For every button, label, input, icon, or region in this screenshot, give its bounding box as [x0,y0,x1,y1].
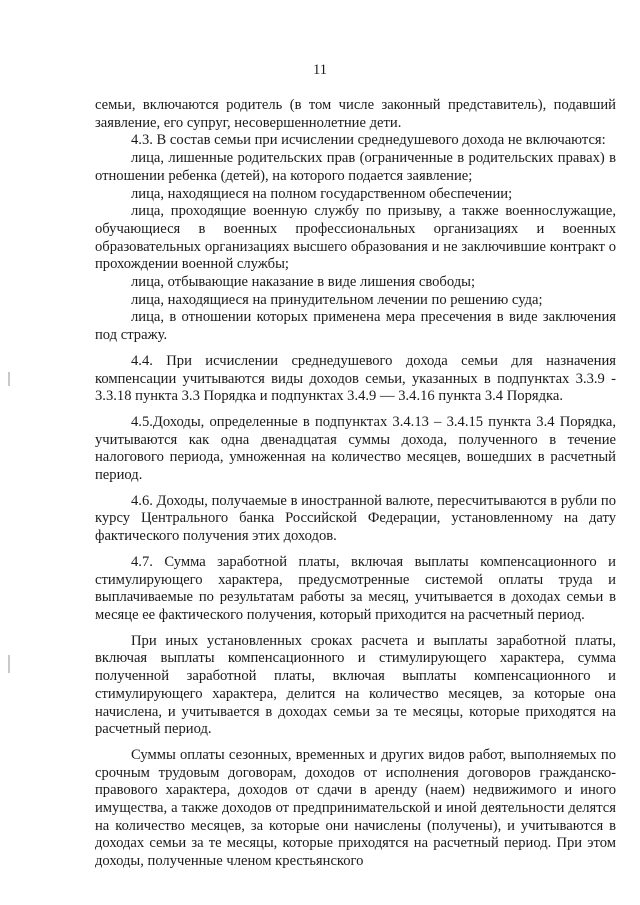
document-body [95,97,616,871]
paragraph: 4.4. При исчислении среднедушевого дохода семьи для назначения компенсации учитываются виды доходов семьи, указанных в подпунктах 3.3.9 - 3.3.18 пункта 3.3 Порядка и подпунктах 3.4.9 — 3.4.16 пункта 3.4 Порядка. [95,352,616,405]
scan-edge-mark [8,655,10,673]
paragraph: При иных установленных сроках расчета и выплаты заработной платы, включая выплаты компенсационного и стимулирующего характера, сумма полученной заработной платы, включая выплаты компенсационного и стимулирующего характера, делится на количество месяцев, за которые она начислена, и учитывается в доходах семьи за те месяцы, которые приходятся на расчетный период. [95,632,616,738]
page-number: 11 [313,62,327,78]
list-item: лица, лишенные родительских прав (ограниченные в родительских правах) в отношении ребенка (детей), на которого подается заявление; [95,150,616,184]
list-item: лица, находящиеся на полном государственном обеспечении; [131,185,513,202]
paragraph: 4.6. Доходы, получаемые в иностранной валюте, пересчитываются в рубли по курсу Центрального банка Российской Федерации, установленному на дату фактического получения этих доходов. [95,492,616,545]
paragraph: Суммы оплаты сезонных, временных и других видов работ, выполняемых по срочным трудовым договорам, доходов от исполнения договоров гражданско-правового характера, доходов от сдачи в аренду (наем) недвижимого и иного имущества, а также доходов от предпринимательской и иной деятельности делятся на количество месяцев, за которые они начислены (получены), и учитываются в доходах семьи за те месяцы, которые приходятся на расчетный период. При этом доходы, полученные членом крестьянского [95,746,616,870]
scan-edge-mark [8,372,10,386]
list-item: лица, отбывающие наказание в виде лишения свободы; [131,274,475,291]
paragraph: семьи, включаются родитель (в том числе законный представитель), подавший заявление, его супруг, несовершеннолетние дети. [95,97,616,131]
paragraph: 4.7. Сумма заработной платы, включая выплаты компенсационного и стимулирующего характера, предусмотренные системой оплаты труда и выплачиваемые по результатам работы за месяц, учитывается в доходах семьи в месяце ее фактического получения, который приходится на расчетный период. [95,553,616,623]
list-item: лица, проходящие военную службу по призыву, а также военнослужащие, обучающиеся в военных профессиональных организациях и военных образовательных организациях высшего образования и не заключившие контракт о прохождении военной службы; [95,203,616,273]
paragraph: 4.3. В состав семьи при исчислении среднедушевого дохода не включаются: [131,132,606,149]
paragraph: 4.5.Доходы, определенные в подпунктах 3.4.13 – 3.4.15 пункта 3.4 Порядка, учитываются как одна двенадцатая суммы дохода, полученного в течение налогового периода, умноженная на количество месяцев, вошедших в расчетный период. [95,413,616,484]
list-item: лица, находящиеся на принудительном лечении по решению суда; [131,291,543,308]
list-item: лица, в отношении которых применена мера пресечения в виде заключения под стражу. [95,309,616,344]
